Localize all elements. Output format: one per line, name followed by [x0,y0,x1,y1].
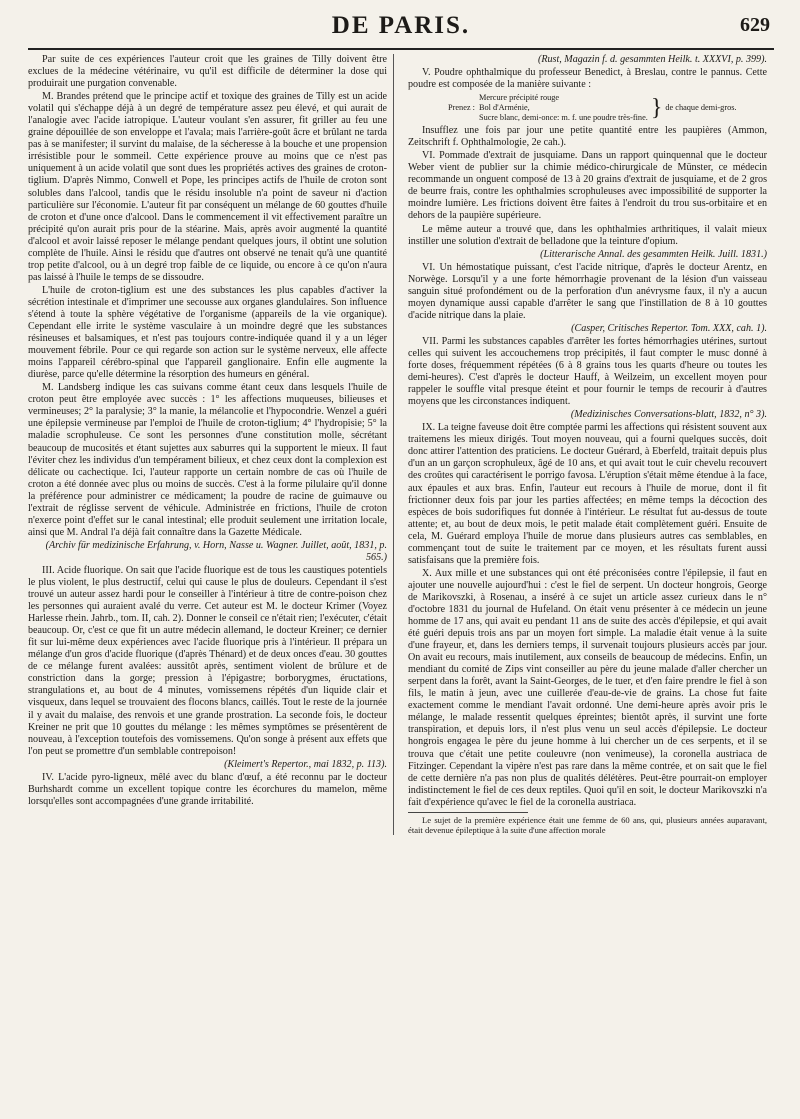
paragraph: V. Poudre ophthalmique du professeur Benedict, à Breslau, contre le pannus. Cette poudre est composée de la manière suivante : [408,67,767,91]
formula-dose: de chaque demi-gros. [665,103,737,113]
prescription-formula [448,93,767,123]
citation: (Archiv für medizinische Erfahrung, v. Horn, Nasse u. Wagner. Juillet, août, 1831, p. 565.) [45,539,387,563]
paragraph: IX. La teigne faveuse doit être comptée parmi les affections qui résistent souvent aux traitemens les mieux dirigés. Tout moyen nouveau, qui a fourni quelques succès, doit donc attirer l'attention des praticiens. Le docteur Guérard, à Eberfeld, traitait depuis plus d'un an un garçon scrophuleux, âgé de 10 ans, et qui avait tout le cuir chevelu recouvert des croûtes qui caractérisent le porrigo favosa. L'éruption s'était même étendue à la face, aux épaules et aux bras. Enfin, l'auteur eut recours à l'huile de morue, dont il fit frictionner deux fois par jour les parties affectées; en même temps la décoction des espèces de bois sudorifiques fut donnée à l'intérieur. Le résultat fut au-dessus de toute attente; et, au bout de deux mois, le petit malade était complètement guéri. Ensuite de cela, M. Guérard employa l'huile de morue dans plusieurs autres cas semblables, en commençant tout de suite le traitement par ce moyen, et les résultats furent aussi satisfaisans que la première fois. [408,422,767,566]
paragraph: L'huile de croton-tiglium est une des substances les plus capables d'activer la sécrétion intestinale et d'imprimer une secousse aux organes glandulaires. Son influence s'étend à toute la sphère végétative de l'organisme (appareils de la vie organique). Cependant elle irrite le système vasculaire à un moindre degré que les substances résineuses et balsamiques, et n'est pas toujours contre-indiquée quand il y a un léger mouvement fébrile. Pour ce qui regarde son action sur le système nerveux, elle affecte moins l'appareil cérébro-spinal que l'appareil ganglionaire. Enfin elle augmente la diurèse, parce qu'elle détermine la résorption des humeurs en général. [28,284,387,381]
paragraph: M. Brandes prétend que le principe actif et toxique des graines de Tilly est un acide volatil qui s'échappe déjà à un degré de température assez peu élevé, et qui aurait de l'analogie avec l'acide iatropique. L'auteur voulant s'en assurer, fit griller au feu une graine dépouillée de son enveloppe et l'avala; mais l'arrière-goût âcre et brûlant ne tarda pas à se manifester; il survint du malaise, de la sécheresse à la bouche et une propension irrésistible pour le sommeil. Cette expérience prouve au moins que ce n'est pas uniquement à un acide volatil que sont dues les propriétés actives des graines de croton-tiglium. D'après Nimmo, Conwell et Pope, les principes actifs de l'huile de croton sont solubles dans l'alcool, tandis que le résidu insoluble n'a point de saveur ni d'action particulière sur l'économie. L'auteur fit par conséquent un mélange de 60 gouttes d'huile de croton et d'une once d'alcool. Dans le commencement il vit effectivement paraître un précipité qu'on aurait pris pour de la stéarine. Mais, après avoir augmenté la quantité d'alcool et avoir laissé reposer le mélange pendant quelques jours, il obtint une solution complète de l'huile. Ainsi le résidu que d'autres ont observé ne tenait qu'à une quantité trop petite d'alcool, ou à un degré trop faible de ce liquide, ou encore à ce qu'on n'aura pas laissé à l'huile le temps de se dissoudre. [28,91,387,283]
two-column-body [28,54,774,835]
formula-ingredient: Mercure précipité rouge [478,93,560,103]
page-header [28,8,774,50]
running-title: DE PARIS. [331,12,471,39]
citation: (Litterarische Annal. des gesammten Heilk. Juill. 1831.) [540,248,767,260]
citation: (Medizinisches Conversations-blatt, 1832, n° 3). [570,409,767,421]
paragraph: VI. Pommade d'extrait de jusquiame. Dans un rapport quinquennal que le docteur Weber vient de publier sur la chimie médico-chirurgicale de Münster, ce médecin recommande un onguent composé de 13 à 20 grains d'extrait de jusquiame, et de 2 gros de beurre frais, contre les ophthalmies scrophuleuses avec impossibilité de supporter la moindre lumière. Les frictions doivent être faites à l'endroit du trou sus-orbitaire et en dehors de la paupière supérieure. [408,150,767,222]
footnote-rule [408,812,528,813]
citation: (Kleimert's Repertor., mai 1832, p. 113). [224,758,387,770]
formula-prefix: Prenez : [448,103,475,113]
citation: (Rust, Magazin f. d. gesammten Heilk. t. XXXVI, p. 399). [537,54,767,65]
brace-symbol: } [650,95,663,122]
paragraph: III. Acide fluorique. On sait que l'acide fluorique est de tous les caustiques potentiels le plus violent, le plus destructif, celui qui cause le plus de douleurs. Cependant il s'est trouvé un auteur assez hardi pour le conseiller à l'intérieur à titre de contre-poison chez les personnes qui auraient avalé du verre. Cet auteur est M. le docteur Krimer (Voyez Harlesse rhein. Jahrb., tom. II, cah. 2). Donner le conseil ce n'était rien; l'exécuter, c'était beaucoup. Or, c'est ce que fit un autre médecin allemand, le docteur Kreiner; ce dernier fit sur lui-même deux expériences avec l'acide fluorique pris à l'intérieur. Il prépara un mélange d'un gros d'acide fluorique (d'après Thénard) et de deux onces d'eau. 30 gouttes de ce mélange furent avalées: aussitôt après, sentiment violent de brûlure et de constriction dans la gorge; pression à l'épigastre; borborygmes, éructations, strangulations et, au bout de 4 minutes, vomissemens répétés d'un liquide clair et visqueux, dans lequel se trouvaient des flocons blancs, caillés. Tout le reste de la journée il y avait du malaise, des renvois et une grande prostration. La seconde fois, le docteur Kreiner ne prit que 10 gouttes du mélange : les mêmes symptômes se présentèrent de nouveau, à l'exception toutefois des vomissemens. Qu'on songe à présent aux effets que l'on peut se promettre d'un semblable contrepoison! [28,564,387,757]
formula-ingredients [479,93,648,123]
paragraph: Insufflez une fois par jour une petite quantité entre les paupières (Ammon, Zeitschrift f. Ophthalmologie, 2e cah.). [408,125,767,149]
formula-ingredient: Bol d'Arménie, [478,103,530,113]
paragraph: IV. L'acide pyro-ligneux, mêlé avec du blanc d'œuf, a été reconnu par le docteur Burhshardt comme un excellent topique contre les écorchures du mamelon, même lorsqu'elles sont accompagnées d'une grande irritabilité. [28,771,387,807]
citation: (Casper, Critisches Repertor. Tom. XXX, cah. 1). [571,322,767,334]
paragraph: M. Landsberg indique les cas suivans comme étant ceux dans lesquels l'huile de croton peut être employée avec succès : 1° les affections muqueuses, bilieuses et vermineuses; 2° la paralysie; 3° la manie, la mélancolie et l'hypocondrie. Wenzel a guéri une épilepsie vermineuse par l'emploi de l'huile de croton-tiglium; 4° l'hydropisie; 5° la maladie scrophuleuse. Ce sont les personnes d'une constitution molle, sécrétant beaucoup de mucosités et étant sujettes aux saburres qui la supportent le mieux. Il faut l'éviter chez les individus d'un tempérament bilieux, et chez ceux dont la complexion est délicate ou cachectique. Ici, l'auteur rapporte un certain nombre de cas où l'huile de croton a été donnée avec plus ou moins de succès. C'est à la forme pilulaire qu'il donne la préférence pour administrer ce médicament; la poudre de racine de guimauve ou l'extrait de réglisse servent de véhicule. Administrée en frictions, l'huile de croton n'exerce point d'effet sur le canal intestinal; elle produit seulement une irritation locale, ainsi que M. Andral l'a déjà fait connaître dans la Gazette Médicale. [28,382,387,538]
paragraph: Par suite de ces expériences l'auteur croit que les graines de Tilly doivent être exclues de la médecine vétérinaire, vu qu'il est difficile de déterminer la dose qui produirait une purgation convenable. [28,54,387,90]
footnote: Le sujet de la première expérience était une femme de 60 ans, qui, plusieurs années auparavant, était devenue épileptique à la suite d'une affection morale [408,814,767,835]
paragraph: VII. Parmi les substances capables d'arrêter les fortes hémorrhagies utérines, surtout celles qui suivent les accouchemens trop précipités, il faut compter le musc donné à forte doses, fréquemment répétées (6 à 8 grains tous les quarts d'heure ou toutes les demi-heures). C'est d'après le docteur Hauff, à Weilzeim, un excellent moyen pour rappeler le souffle vital presque éteint et pour fournir le temps de recourir à d'autres moyens que les circonstances indiquent. [408,335,767,408]
right-column [408,54,767,835]
left-column [28,54,394,835]
paragraph: X. Aux mille et une substances qui ont été préconisées contre l'épilepsie, il faut en ajouter une nouvelle aujourd'hui : c'est le fiel de serpent. Un docteur hongrois, George de Marikovszki, à Rosenau, a inséré à ce sujet un article assez curieux dans le n° d'octobre 1831 du journal de Hufeland. On était venu présenter à ce médecin un jeune homme de 17 ans, qui avait eu pendant 11 ans de suite des accès d'épilepsie, et qui avait été guéri depuis trois ans par un moyen fort simple. La maladie était venue à la suite d'une frayeur, et, dans les derniers temps, il survenait toujours plusieurs accès par jour. On avait eu recours, mais inutilement, aux conseils de beaucoup de médecins. Enfin, un mendiant du comité de Zips vint conseiller au père du jeune malade d'aller chercher un serpent dans la forêt, avant la Saint-Georges, de le tuer, et d'en faire prendre le fiel à son fils, le matin à jeun, avec une cuillerée d'eau-de-vie de grains. La chose fut faite exactement comme le mendiant l'avait ordonné. Une demi-heure après avoir pris le mélange, le malade ressentit quelques épreintes; bientôt après, il survint une forte transpiration, et depuis lors, il n'est plus venu un seul accès d'épilepsie. Le docteur hongrois engagea le père du jeune homme à lui chercher un de ces serpents, et il se trouva que c'était une petite couleuvre (non venimeuse), la coronella austriaca de Fitzinger. Cependant la vipère n'est pas rare dans la même contrée, et on sait que le fiel de cette dernière n'a pas non plus de qualités délétères. Peut-être pourrait-on employer indistinctement le fiel de ces deux reptiles. Quoi qu'il en soit, le docteur Marikovszki n'a fait d'expérience qu'avec le fiel de la coronella austriaca. [408,567,767,808]
paragraph: Le même auteur a trouvé que, dans les ophthalmies arthritiques, il valait mieux instiller une solution d'extrait de belladone que la teinture d'opium. [408,223,767,247]
page-number: 629 [740,14,770,36]
paragraph: VI. Un hémostatique puissant, c'est l'acide nitrique, d'après le docteur Arentz, en Norwège. Lorsqu'il y a une forte hémorrhagie provenant de la lésion d'un vaisseau sanguin situé profondément ou de la perforation d'un anévrysme faux, il n'y a aucun moyen dynamique aussi capable d'arrêter le sang que l'instillation de 8 à 10 gouttes d'acide nitrique dans la plaie. [408,261,767,321]
formula-ingredient: Sucre blanc, demi-once: m. f. une poudre très-fine. [478,113,648,123]
